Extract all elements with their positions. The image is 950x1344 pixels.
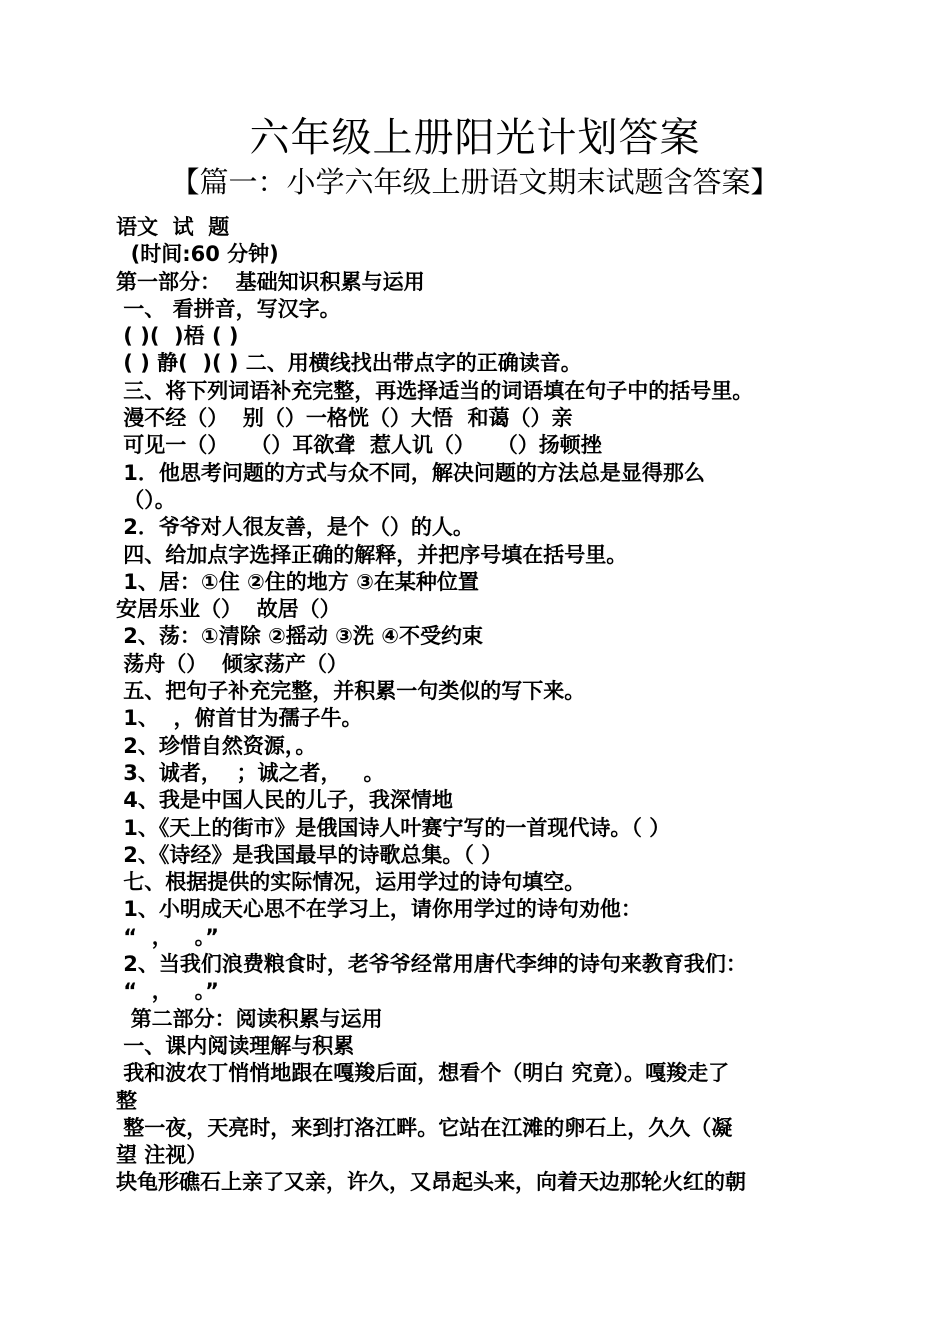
- text-line: 漫不经（） 别（）一格恍（）大悟 和蔼（）亲: [116, 406, 573, 431]
- text-line: 四、给加点字选择正确的解释，并把序号填在括号里。: [116, 542, 628, 567]
- text-line: 安居乐业（） 故居（）: [116, 597, 341, 622]
- text-line: ( )( )梧 ( ): [116, 324, 239, 349]
- text-line: 2．爷爷对人很友善，是个（）的人。: [116, 515, 474, 540]
- text-line: 我和波农丁悄悄地跟在嘎羧后面，想看个（明白 究竟）。嘎羧走了: [116, 1061, 730, 1086]
- text-line: 第二部分：阅读积累与运用: [116, 1006, 383, 1031]
- text-line: 荡舟（） 倾家荡产（）: [116, 651, 348, 676]
- text-line: 1．他思考问题的方式与众不同，解决问题的方法总是显得那么: [116, 460, 705, 485]
- document-body: [116, 214, 846, 1197]
- text-line: 4、我是中国人民的儿子，我深情地: [116, 788, 453, 813]
- text-line: 五、把句子补充完整，并积累一句类似的写下来。: [116, 679, 586, 704]
- document-title: 六年级上册阳光计划答案: [249, 115, 701, 161]
- text-line: 2、当我们浪费粮食时，老爷爷经常用唐代李绅的诗句来教育我们：: [116, 952, 747, 977]
- text-line: 语文 试 题: [116, 215, 230, 239]
- text-line: 第一部分： 基础知识积累与运用: [116, 269, 425, 294]
- text-line: “ ， 。”: [116, 979, 219, 1004]
- text-line: 整: [116, 1088, 137, 1113]
- text-line: 1、 ，俯首甘为孺子牛。: [116, 706, 363, 731]
- text-line: “ ， 。”: [116, 924, 219, 949]
- text-line: 一、 看拼音，写汉字。: [116, 296, 341, 321]
- text-line: 2、荡：①清除 ②摇动 ③洗 ④不受约束: [116, 624, 483, 649]
- text-line: 2、珍惜自然资源，。: [116, 733, 317, 758]
- text-line: 七、根据提供的实际情况，运用学过的诗句填空。: [116, 870, 586, 895]
- text-line: 2、《诗经》是我国最早的诗歌总集。（ ）: [116, 842, 503, 867]
- text-line: ( ) 静( )( ) 二、用横线找出带点字的正确读音。: [116, 351, 582, 376]
- text-line: 块龟形礁石上亲了又亲，许久，又昂起头来，向着天边那轮火红的朝: [116, 1170, 746, 1195]
- text-line: 整一夜，天亮时，来到打洛江畔。它站在江滩的卵石上，久久（凝: [116, 1115, 733, 1140]
- text-line: （）。: [116, 487, 176, 512]
- text-line: 一、课内阅读理解与积累: [116, 1033, 355, 1058]
- text-line: (时间:60 分钟): [116, 242, 279, 267]
- text-line: 1、居：①住 ②住的地方 ③在某种位置: [116, 569, 479, 594]
- text-line: 三、将下列词语补充完整，再选择适当的词语填在句子中的括号里。: [116, 378, 754, 403]
- text-line: 3、诚者， ；诚之者， 。: [116, 760, 385, 785]
- text-line: 1、《天上的街市》是俄国诗人叶赛宁写的一首现代诗。（ ）: [116, 815, 671, 840]
- text-line: 望 注视）: [116, 1143, 208, 1168]
- text-line: 1、小明成天心思不在学习上，请你用学过的诗句劝他：: [116, 897, 642, 922]
- text-line: 可见一（） （）耳欲聋 惹人讥（） （）扬顿挫: [116, 433, 602, 458]
- document-subtitle: 【篇一：小学六年级上册语文期末试题含答案】: [170, 165, 780, 199]
